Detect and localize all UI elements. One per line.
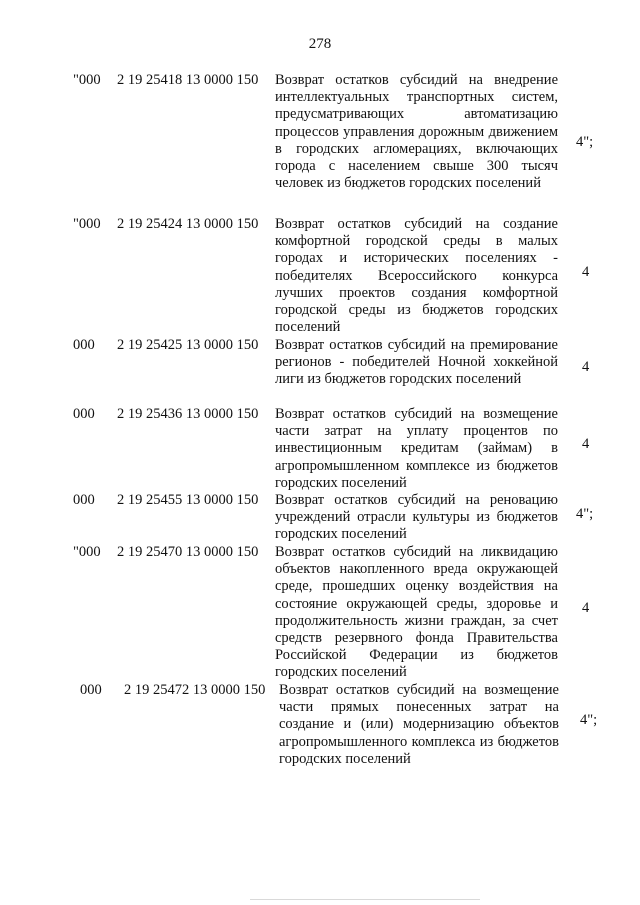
budget-code: 2 19 25418 13 0000 150 [117,72,259,88]
row-description: Возврат остатков субсидий на возмещение части прямых понесенных затрат на создание и (или) модернизацию объектов агропромышленного комплекса из бюджетов городских поселений [279,682,559,767]
admin-code: 000 [73,406,95,422]
row-description: Возврат остатков субсидий на реновацию учреждений отрасли культуры из бюджетов городских поселений [275,492,558,543]
admin-code: "000 [73,544,101,560]
budget-code: 2 19 25436 13 0000 150 [117,406,259,422]
admin-code: 000 [80,682,102,698]
budget-code: 2 19 25455 13 0000 150 [117,492,259,508]
column-value: 4 [582,600,590,616]
admin-code: "000 [73,216,101,232]
column-value: 4"; [576,134,594,150]
budget-code: 2 19 25470 13 0000 150 [117,544,259,560]
column-value: 4"; [580,712,598,728]
column-value: 4 [582,436,590,452]
budget-code: 2 19 25472 13 0000 150 [124,682,266,698]
budget-code: 2 19 25424 13 0000 150 [117,216,259,232]
admin-code: 000 [73,337,95,353]
column-value: 4"; [576,506,594,522]
row-description: Возврат остатков субсидий на возмещение части затрат на уплату процентов по инвестиционным кредитам (займам) в агропромышленном комплексе из бюджетов городских поселений [275,406,558,491]
budget-code: 2 19 25425 13 0000 150 [117,337,259,353]
row-description: Возврат остатков субсидий на создание комфортной городской среды в малых городах и исторических поселениях - победителях Всероссийского конкурса лучших проектов создания комфортной городской среды из бюджетов городских поселений [275,216,558,336]
row-description: Возврат остатков субсидий на внедрение интеллектуальных транспортных систем, предусматривающих автоматизацию процессов управления дорожным движением в городских агломерациях, включающих города с населением свыше 300 тысяч человек из бюджетов городских поселений [275,72,558,192]
admin-code: "000 [73,72,101,88]
page-number: 278 [308,36,332,52]
admin-code: 000 [73,492,95,508]
row-description: Возврат остатков субсидий на премирование регионов - победителей Ночной хоккейной лиги из бюджетов городских поселений [275,337,558,388]
column-value: 4 [582,264,590,280]
scan-edge-line [250,899,480,900]
column-value: 4 [582,359,590,375]
row-description: Возврат остатков субсидий на ликвидацию объектов накопленного вреда окружающей среде, прошедших оценку воздействия на состояние окружающей среды, здоровье и продолжительность жизни граждан, за счет средств резервного фонда Правительства Российской Федерации из бюджетов городских поселений [275,544,558,681]
